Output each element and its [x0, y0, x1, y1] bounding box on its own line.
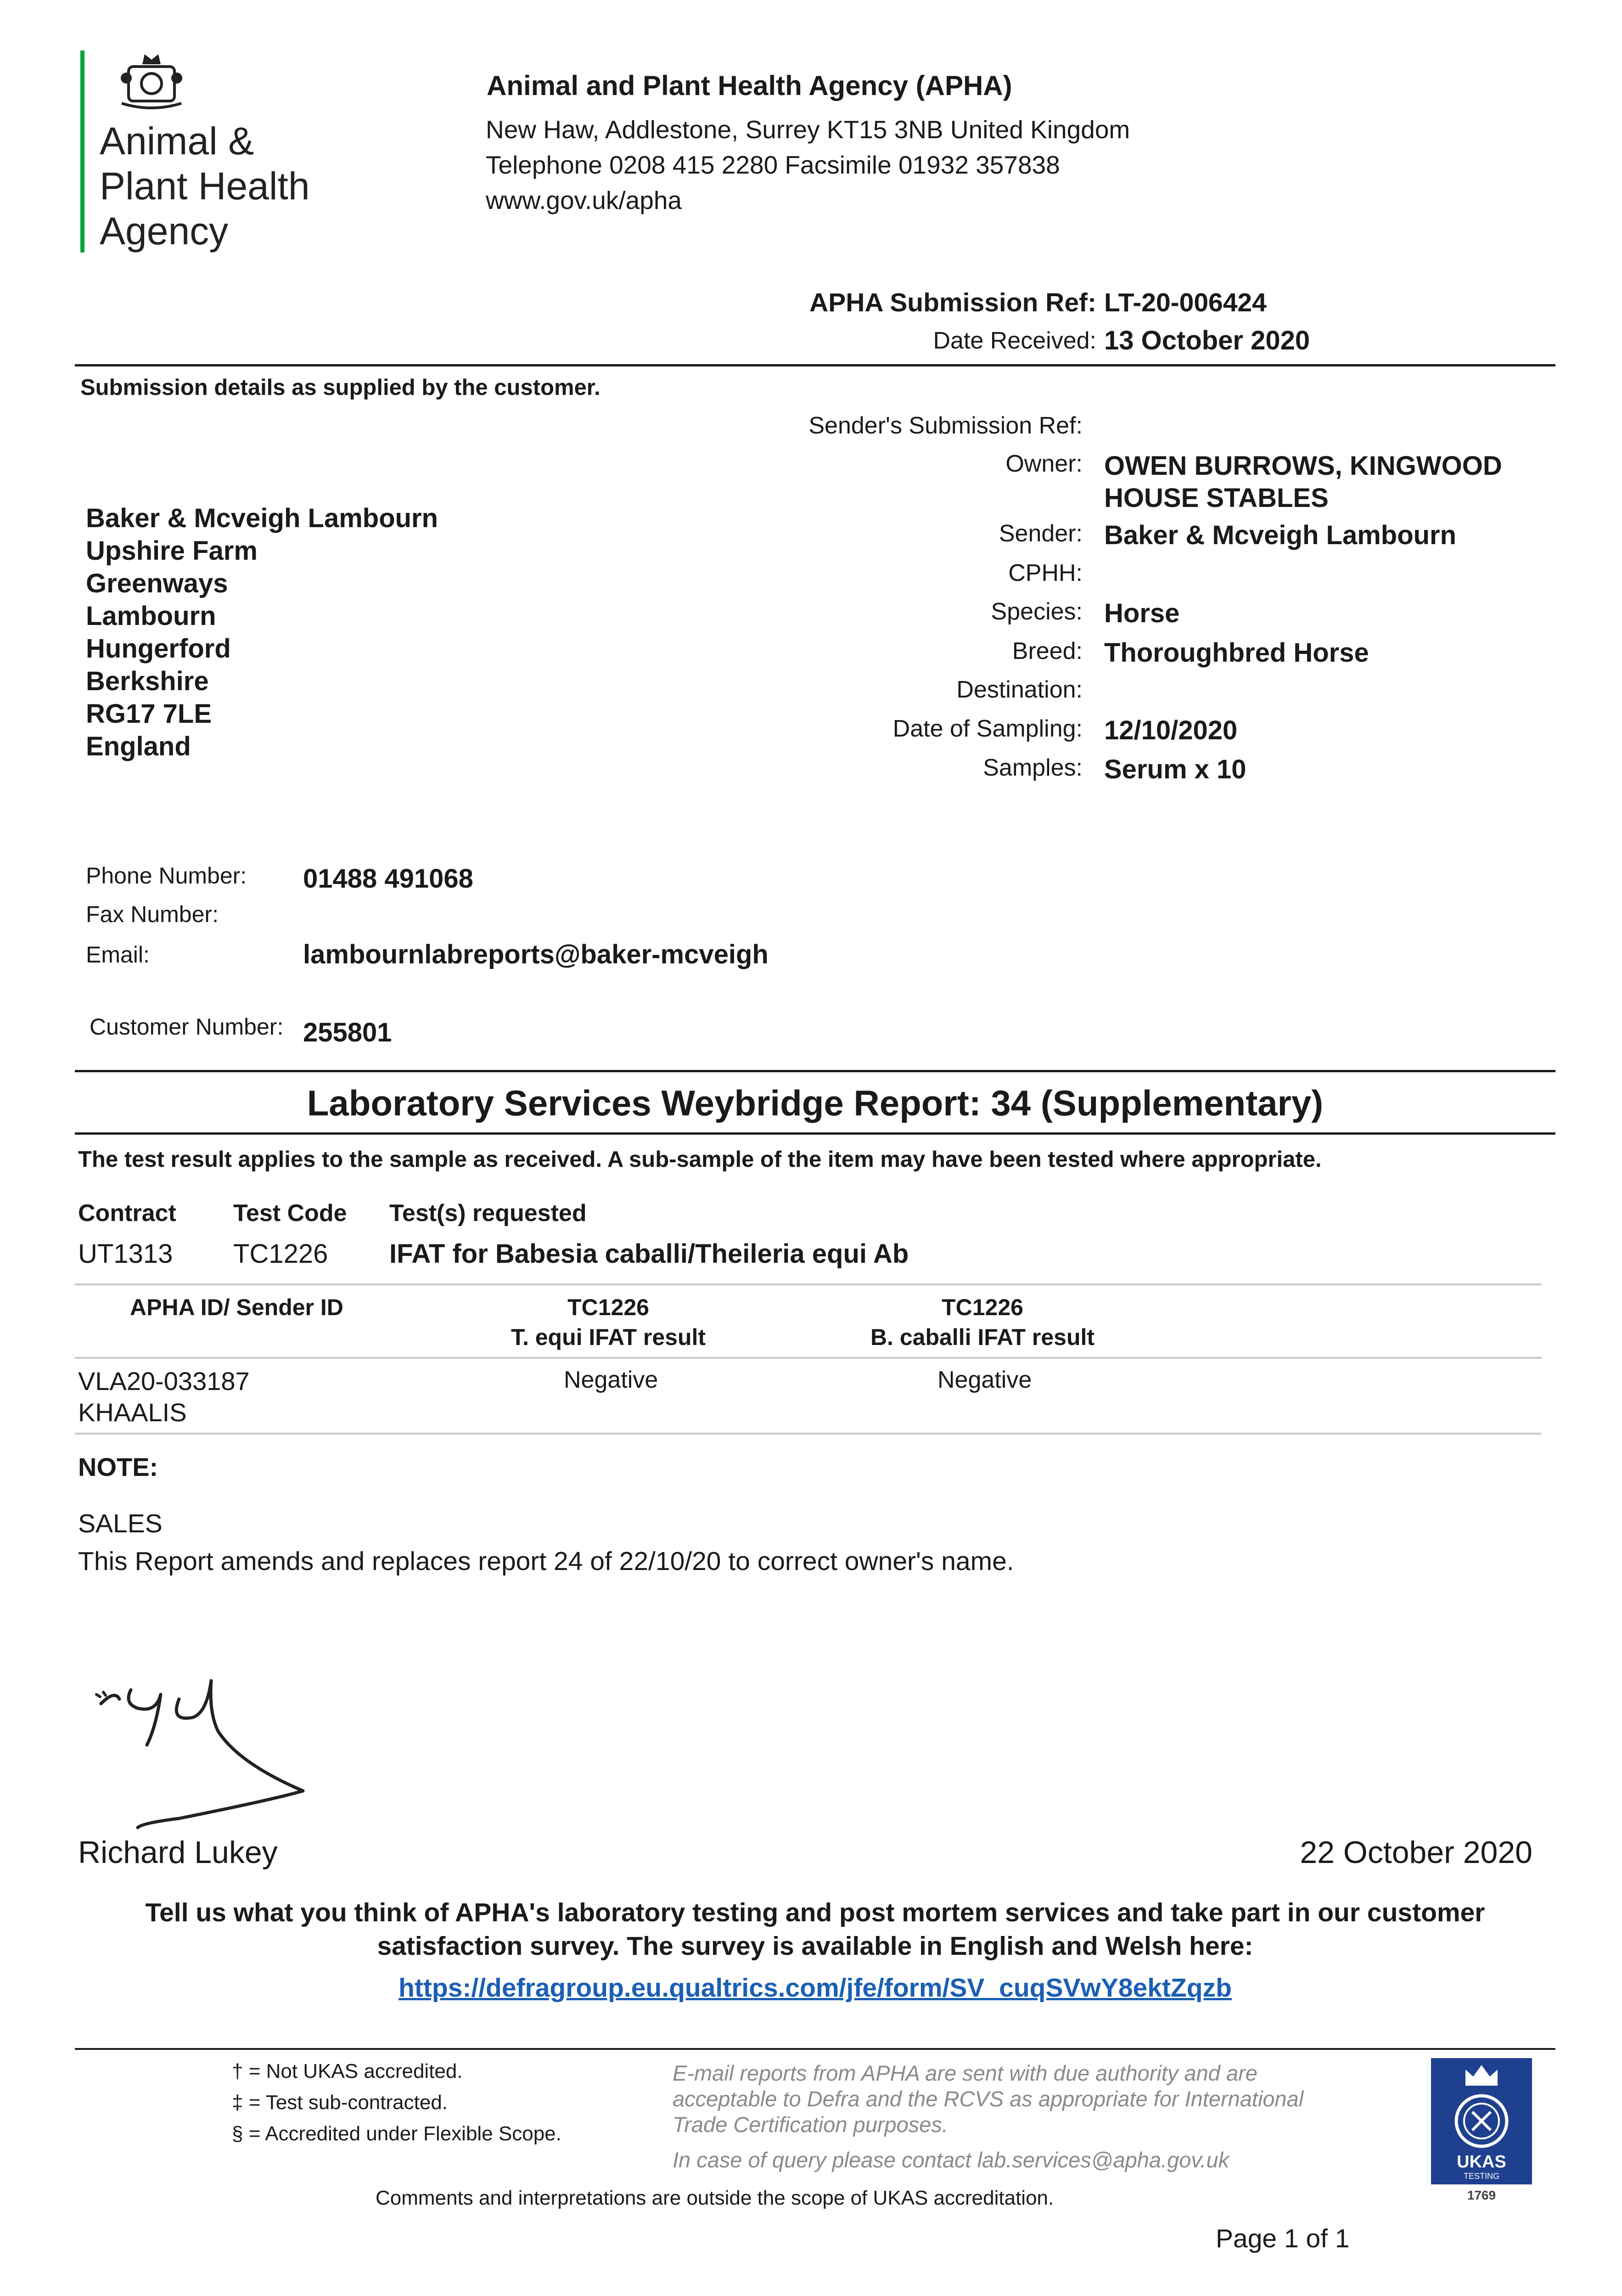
results-col-id-header: APHA ID/ Sender ID — [130, 1294, 343, 1320]
samples-label: Samples: — [983, 754, 1083, 781]
divider — [75, 1132, 1555, 1135]
sender-value: Baker & Mcveigh Lambourn — [1104, 520, 1457, 550]
customer-address — [86, 502, 438, 763]
submission-ref-label: APHA Submission Ref: — [809, 288, 1096, 317]
date-received-label: Date Received: — [933, 327, 1096, 354]
ukas-sub-label: TESTING — [1463, 2172, 1499, 2181]
cphh-label: CPHH: — [1008, 560, 1083, 586]
b-caballi-result: Negative — [937, 1367, 1032, 1393]
email-value: lambournlabreports@baker-mcveigh — [303, 940, 769, 969]
legend-item: § = Accredited under Flexible Scope. — [232, 2122, 561, 2145]
ukas-label: UKAS — [1457, 2152, 1506, 2172]
tests-requested-header: Test(s) requested — [389, 1200, 587, 1227]
agency-logo — [80, 46, 337, 257]
address-line: England — [86, 732, 191, 761]
address-line: RG17 7LE — [86, 699, 212, 729]
phone-value: 01488 491068 — [303, 864, 473, 894]
email-label: Email: — [86, 942, 150, 968]
report-disclaimer: The test result applies to the sample as received. A sub-sample of the item may have been tested where appropriate. — [78, 1147, 1322, 1172]
senders-ref-label: Sender's Submission Ref: — [808, 412, 1083, 439]
owner-label: Owner: — [1005, 450, 1083, 477]
agency-name: Animal and Plant Health Agency (APHA) — [487, 70, 1012, 101]
note-line-1: SALES — [78, 1509, 163, 1538]
agency-telephone: Telephone 0208 415 2280 Facsimile 01932 357838 — [486, 151, 1060, 179]
note-line-2: This Report amends and replaces report 24 of 22/10/20 to correct owner's name. — [78, 1547, 1014, 1576]
survey-link[interactable]: https://defragroup.eu.qualtrics.com/jfe/form/SV_cuqSVwY8ektZqzb — [398, 1973, 1232, 2003]
sampling-date-label: Date of Sampling: — [892, 715, 1083, 742]
results-col-tequi-header: T. equi IFAT result — [511, 1324, 706, 1350]
ukas-emblem-icon — [1452, 2091, 1511, 2151]
survey-link-wrap — [75, 1973, 1555, 2003]
results-table-border — [75, 1433, 1542, 1435]
query-note: In case of query please contact lab.services@apha.gov.uk — [673, 2148, 1229, 2172]
destination-label: Destination: — [956, 676, 1083, 703]
signatory-name: Richard Lukey — [78, 1835, 278, 1870]
note-label: NOTE: — [78, 1452, 158, 1481]
results-table-border — [75, 1357, 1542, 1359]
submission-ref-value: LT-20-006424 — [1104, 288, 1267, 317]
logo-green-bar — [80, 51, 84, 253]
owner-value: OWEN BURROWS, KINGWOOD HOUSE STABLES — [1104, 451, 1502, 513]
results-table-border — [75, 1283, 1542, 1285]
agency-website: www.gov.uk/apha — [486, 186, 682, 214]
breed-value: Thoroughbred Horse — [1104, 638, 1369, 668]
ukas-number: 1769 — [1467, 2188, 1496, 2202]
sample-apha-id: VLA20-033187 — [78, 1367, 250, 1396]
contract-value: UT1313 — [78, 1239, 173, 1269]
survey-text-1: Tell us what you think of APHA's laboratory testing and post mortem services and take part in our customer — [145, 1898, 1485, 1927]
phone-label: Phone Number: — [86, 863, 247, 889]
signoff-date: 22 October 2020 — [1300, 1835, 1532, 1870]
samples-value: Serum x 10 — [1104, 754, 1246, 784]
divider — [75, 364, 1555, 366]
agency-address: New Haw, Addlestone, Surrey KT15 3NB United Kingdom — [486, 115, 1130, 144]
divider — [75, 1070, 1555, 1072]
email-report-note: E-mail reports from APHA are sent with due authority and are acceptable to Defra and the RCVS as appropriate for International Trade Certification purposes. — [673, 2061, 1304, 2137]
breed-label: Breed: — [1012, 638, 1083, 664]
date-received-value: 13 October 2020 — [1104, 326, 1310, 355]
species-label: Species: — [991, 598, 1083, 625]
t-equi-result: Negative — [564, 1367, 658, 1393]
address-line: Baker & Mcveigh Lambourn — [86, 503, 438, 533]
logo-text: Animal & Plant Health Agency — [100, 119, 310, 253]
results-col-tequi-code: TC1226 — [567, 1294, 649, 1320]
sampling-date-value: 12/10/2020 — [1104, 715, 1238, 745]
contract-header: Contract — [78, 1200, 176, 1227]
address-line: Berkshire — [86, 666, 209, 696]
legend-item: † = Not UKAS accredited. — [232, 2060, 463, 2082]
ukas-scope-note: Comments and interpretations are outside the scope of UKAS accreditation. — [376, 2187, 1054, 2209]
customer-number-value: 255801 — [303, 1018, 392, 1047]
page-number: Page 1 of 1 — [1216, 2224, 1350, 2253]
signature-icon — [87, 1671, 344, 1837]
address-line: Upshire Farm — [86, 536, 258, 566]
customer-number-label: Customer Number: — [90, 1014, 284, 1040]
species-value: Horse — [1104, 598, 1180, 628]
submission-details-heading: Submission details as supplied by the customer. — [80, 375, 601, 400]
fax-label: Fax Number: — [86, 901, 219, 927]
address-line: Hungerford — [86, 634, 231, 664]
survey-text-2: satisfaction survey. The survey is available in English and Welsh here: — [377, 1931, 1253, 1961]
legend-item: ‡ = Test sub-contracted. — [232, 2091, 448, 2114]
results-col-bcaballi-code: TC1226 — [942, 1294, 1023, 1320]
report-title: Laboratory Services Weybridge Report: 34 (Supplementary) — [307, 1083, 1324, 1123]
crown-icon — [1463, 2063, 1500, 2088]
ukas-badge — [1431, 2058, 1532, 2205]
test-code-header: Test Code — [233, 1200, 347, 1227]
test-code-value: TC1226 — [233, 1239, 328, 1269]
royal-crest-icon — [117, 46, 186, 110]
address-line: Lambourn — [86, 601, 216, 631]
results-col-bcaballi-header: B. caballi IFAT result — [870, 1324, 1095, 1350]
address-line: Greenways — [86, 568, 228, 598]
test-requested-value: IFAT for Babesia caballi/Theileria equi Ab — [389, 1239, 909, 1269]
sender-label: Sender: — [999, 520, 1083, 547]
sample-sender-id: KHAALIS — [78, 1398, 187, 1427]
accreditation-legend — [232, 2056, 561, 2150]
divider — [75, 2048, 1555, 2050]
